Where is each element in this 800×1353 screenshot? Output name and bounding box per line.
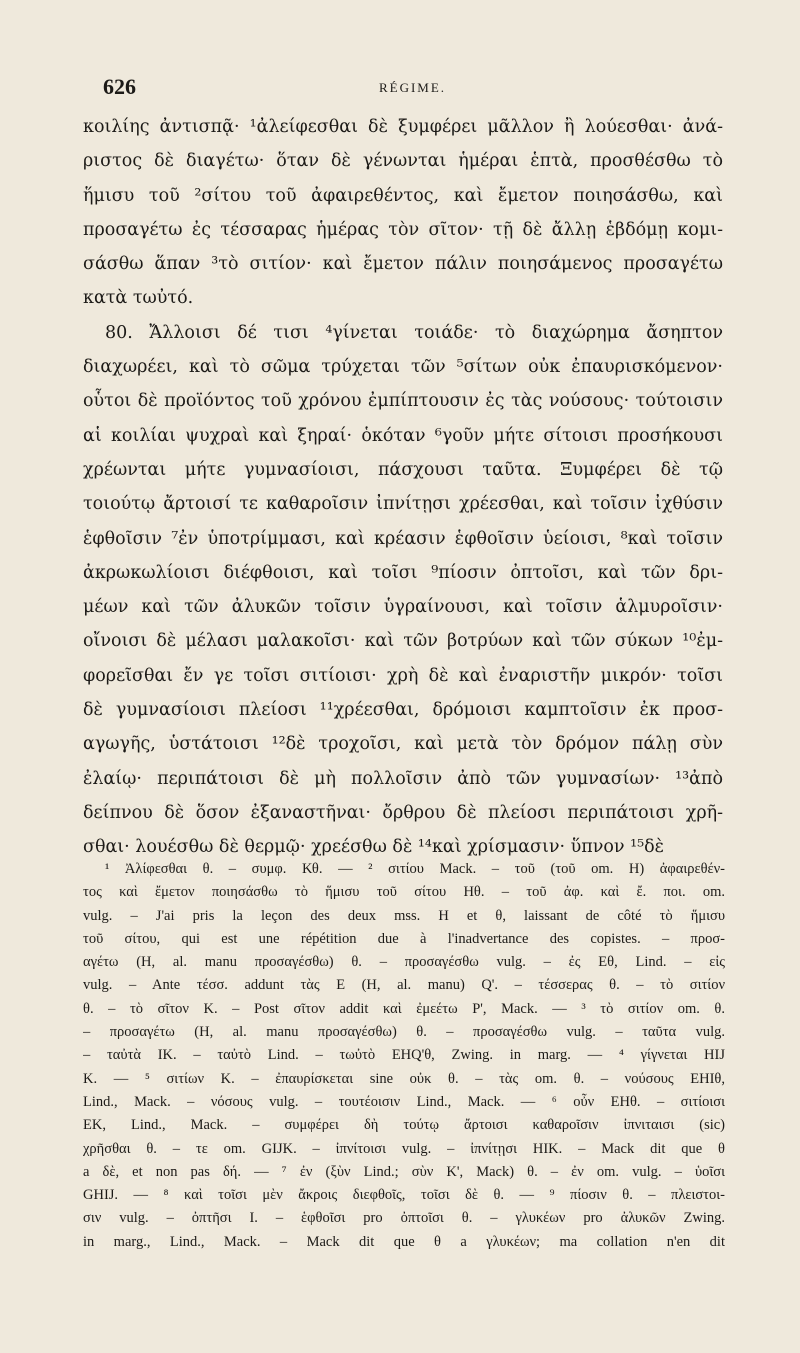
text-line: 80. Ἄλλοισι δέ τισι ⁴γίνεται τοιάδε· τὸ διαχώρημα ἄσηπτον <box>105 322 723 343</box>
footnote-line: a δὲ, et non pas δή. — ⁷ ἐν (ξὺν Lind.; σὺν K', Mack) θ. – ἐν om. vulg. – ὑοῖσι <box>83 1163 725 1180</box>
text-line: κοιλίης ἀντισπᾷ· ¹ἀλείφεσθαι δὲ ξυμφέρει μᾶλλον ἢ λούεσθαι· ἀνά- <box>83 117 723 137</box>
footnote-line: – προσαγέτω (H, al. manu προσαγέσθω) θ. – προσαγέσθω vulg. – ταῦτα vulg. <box>83 1024 725 1041</box>
footnote-line: vulg. – J'ai pris la leçon des deux mss. H et θ, laissant de côté τὸ ἥμισυ <box>83 907 725 924</box>
text-line: οἴνοισι δὲ μέλασι μαλακοῖσι· καὶ τῶν βοτρύων καὶ τῶν σύκων ¹⁰ἐμ- <box>83 631 723 652</box>
footnote-line: vulg. – Ante τέσσ. addunt τὰς E (H, al. manu) Q'. – τέσσερας θ. – τὸ σιτίον <box>83 977 725 994</box>
page-number: 626 <box>103 74 136 99</box>
text-line: φορεῖσθαι ἔν γε τοῖσι σιτίοισι· χρὴ δὲ καὶ ἐναριστῆν μικρόν· τοῖσι <box>83 665 723 686</box>
footnote-line: in marg., Lind., Mack. – Mack dit que θ a γλυκέων; ma collation n'en dit <box>83 1233 725 1250</box>
text-line: ριστος δὲ διαγέτω· ὅταν δὲ γένωνται ἡμέραι ἑπτὰ, προσθέσθω τὸ <box>83 151 723 172</box>
text-line: δείπνου δὲ ὅσον ἐξαναστῆναι· ὄρθρου δὲ πλείοσι περιπάτοισι χρῆ- <box>83 802 723 823</box>
footnote-line: σιν vulg. – ὀπτῆσι I. – ἑφθοῖσι pro ὀπτοῖσι θ. – γλυκέων pro ἀλυκῶν Zwing. <box>83 1210 725 1227</box>
main-text-block <box>83 110 723 865</box>
text-line: τοιούτῳ ἄρτοισί τε καθαροῖσιν ἰπνίτῃσι χρέεσθαι, καὶ τοῖσιν ἰχθύσιν <box>83 494 723 515</box>
footnote-line: θ. – τὸ σῖτον K. – Post σῖτον addit καὶ ἐμεέτω P', Mack. — ³ τὸ σιτίον om. θ. <box>83 1000 725 1017</box>
text-line: σθαι· λουέσθω δὲ θερμῷ· χρεέσθω δὲ ¹⁴καὶ χρίσμασιν· ὕπνον ¹⁵δὲ <box>83 837 665 858</box>
text-line: μέων καὶ τῶν ἀλυκῶν τοῖσιν ὑγραίνουσι, καὶ τοῖσιν ἁλμυροῖσιν· <box>83 597 723 618</box>
text-line: κατὰ τωὐτό. <box>83 288 194 309</box>
text-line: προσαγέτω ἐς τέσσαρας ἡμέρας τὸν σῖτον· τῇ δὲ ἄλλῃ ἑβδόμῃ κομι- <box>83 219 723 240</box>
text-line: διαχωρέει, καὶ τὸ σῶμα τρύχεται τῶν ⁵σίτων οὐκ ἐπαυρισκόμενον· <box>83 357 723 378</box>
text-line: ἀκρωκωλίοισι διέφθοισι, καὶ τοῖσι ⁹πίοσιν ὀπτοῖσι, καὶ τῶν δρι- <box>83 562 723 583</box>
footnote-line: EK, Lind., Mack. – συμφέρει δὴ τούτῳ ἄρτοισι καθαροῖσιν ἰπνιταισι (sic) <box>83 1117 725 1134</box>
footnote-line: χρῆσθαι θ. – τε om. GIJK. – ἰπνίτοισι vulg. – ἰπνίτῃσι HIK. – Mack dit que θ <box>83 1140 725 1157</box>
text-line: αἱ κοιλίαι ψυχραὶ καὶ ξηραί· ὁκόταν ⁶γοῦν μήτε σίτοισι προσήκουσι <box>83 425 723 446</box>
footnote-line: Lind., Mack. – νόσους vulg. – τουτέοισιν Lind., Mack. — ⁶ οὖν EHθ. – σιτίοισι <box>83 1093 725 1110</box>
text-line: ἑφθοῖσιν ⁷ἐν ὑποτρίμμασι, καὶ κρέασιν ἑφθοῖσιν ὑείοισι, ⁸καὶ τοῖσιν <box>83 528 723 549</box>
footnote-line: ¹ Ἀλίφεσθαι θ. – συμφ. Κθ. — ² σιτίου Mack. – τοῦ (τοῦ om. H) ἀφαιρεθέν- <box>105 861 725 877</box>
footnote-line: τος καὶ ἔμετον ποιησάσθω τὸ ἥμισυ τοῦ σίτου Ηθ. – τοῦ ἀφ. καὶ ἔ. ποι. om. <box>83 884 725 901</box>
footnotes-block <box>83 858 725 1254</box>
footnote-line: αγέτω (H, al. manu προσαγέσθω) θ. – προσαγέσθω vulg. – ἐς Εθ, Lind. – εἰς <box>83 954 725 971</box>
text-line: σάσθω ἅπαν ³τὸ σιτίον· καὶ ἔμετον πάλιν ποιησάμενος προσαγέτω <box>83 254 723 275</box>
text-line: χρέωνται μήτε γυμνασίοισι, πάσχουσι ταῦτα. Ξυμφέρει δὲ τῷ <box>83 459 723 480</box>
running-head: RÉGIME. <box>378 80 447 95</box>
footnote-line: τοῦ σίτου, qui est une répétition due à l'inadvertance des copistes. – προσ- <box>83 930 725 947</box>
text-line: ἐλαίῳ· περιπάτοισι δὲ μὴ πολλοῖσιν ἀπὸ τῶν γυμνασίων· ¹³ἀπὸ <box>83 768 723 789</box>
footnote-line: – ταὐτὰ IK. – ταὐτὸ Lind. – τωὐτὸ EHQ'θ, Zwing. in marg. — ⁴ γίγνεται HIJ <box>83 1047 725 1064</box>
text-line: αγωγῆς, ὑστάτοισι ¹²δὲ τροχοῖσι, καὶ μετὰ τὸν δρόμον πάλῃ σὺν <box>83 734 723 755</box>
page-header <box>103 74 722 106</box>
text-line: οὗτοι δὲ προϊόντος τοῦ χρόνου ἐμπίπτουσιν ἐς τὰς νούσους· τούτοισιν <box>83 391 723 412</box>
footnote-line: GHIJ. — ⁸ καὶ τοῖσι μὲν ἄκροις διεφθοῖς, τοῖσι δὲ θ. — ⁹ πίοσιν θ. – πλειστοι- <box>83 1187 725 1204</box>
text-line: ἥμισυ τοῦ ²σίτου τοῦ ἀφαιρεθέντος, καὶ ἔμετον ποιησάσθω, καὶ <box>83 185 723 206</box>
text-line: δὲ γυμνασίοισι πλείοσι ¹¹χρέεσθαι, δρόμοισι καμπτοῖσιν ἐκ προσ- <box>83 700 723 721</box>
footnote-line: K. — ⁵ σιτίων K. – ἐπαυρίσκεται sine οὐκ θ. – τὰς om. θ. – νούσους EHIθ, <box>83 1070 725 1087</box>
